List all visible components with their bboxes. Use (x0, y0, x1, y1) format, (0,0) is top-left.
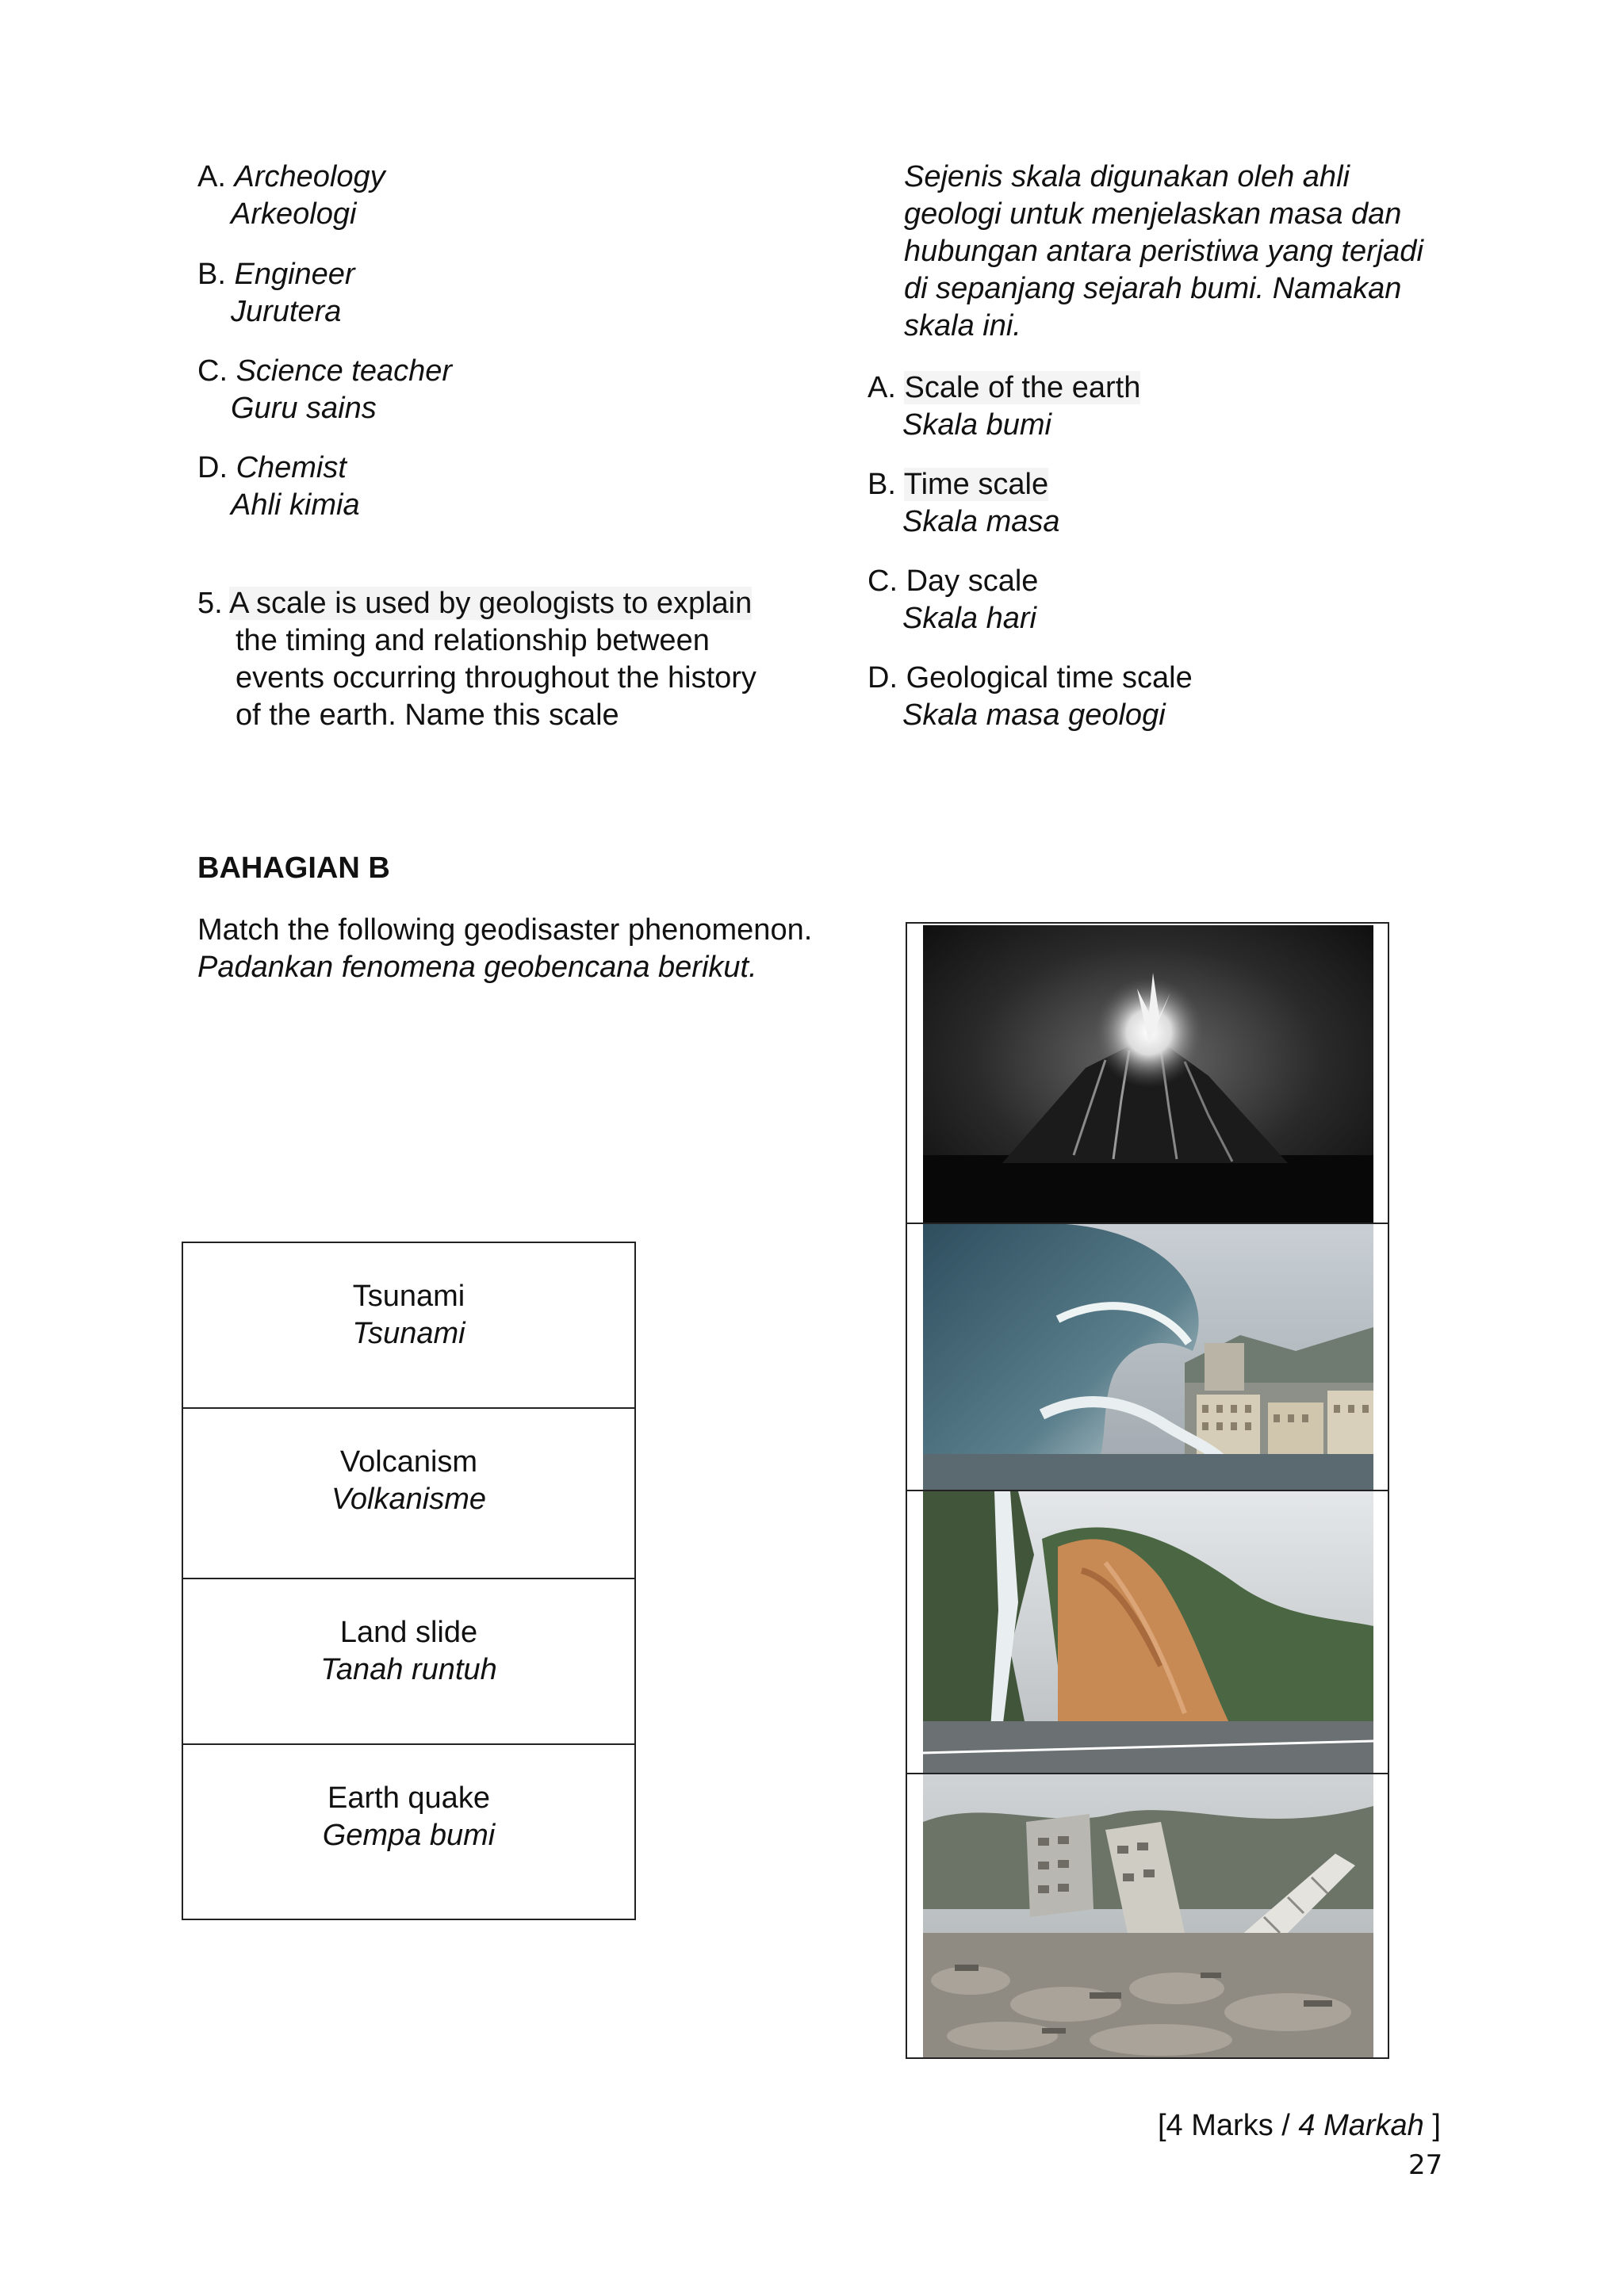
term-earthquake: Earth quake Gempa bumi (322, 1781, 496, 1852)
disaster-images-column (906, 922, 1389, 2059)
marks-label: [4 Marks / 4 Markah ] (1158, 2109, 1441, 2142)
q5-option-d: D. Geological time scale Skala masa geologi (868, 661, 1193, 732)
volcano-photo (923, 925, 1373, 1223)
q4-option-a: A. Archeology Arkeologi (197, 160, 385, 231)
term-volcanism: Volcanism Volkanisme (183, 1409, 634, 1579)
term-landslide: Land slide Tanah runtuh (183, 1579, 634, 1745)
landslide-photo (923, 1491, 1373, 1773)
q4-option-b: B. Engineer Jurutera (197, 258, 355, 328)
q5-option-c: C. Day scale Skala hari (868, 564, 1039, 635)
volcano-illustration (923, 925, 1373, 1223)
earthquake-photo (923, 1774, 1373, 2057)
page-number: 27 (1408, 2149, 1443, 2181)
earthquake-illustration (923, 1774, 1373, 2057)
section-b-instruction: Match the following geodisaster phenomenon. Padankan fenomena geobencana berikut. (197, 913, 813, 984)
section-b-heading: BAHAGIAN B (197, 851, 390, 885)
q4-option-d: D. Chemist Ahli kimia (197, 451, 360, 522)
q5-stem-en: 5. A scale is used by geologists to explain the timing and relationship between events occurring throughout the history of the earth. Name this scale (197, 587, 756, 732)
term-tsunami: Tsunami Tsunami (183, 1243, 634, 1409)
landslide-illustration (923, 1491, 1373, 1773)
q5-option-a: A. Scale of the earth Skala bumi (868, 371, 1141, 442)
tsunami-photo (923, 1224, 1373, 1490)
match-terms-table (182, 1242, 636, 1920)
q4-option-c: C. Science teacher Guru sains (197, 354, 453, 425)
q5-option-b: B. Time scale Skala masa (868, 468, 1060, 538)
q5-stem-ms: Sejenis skala digunakan oleh ahli geologi untuk menjelaskan masa dan hubungan antara peristiwa yang terjadi di sepanjang sejarah bumi. Namakan skala ini. (904, 160, 1423, 342)
tsunami-illustration (923, 1224, 1373, 1490)
